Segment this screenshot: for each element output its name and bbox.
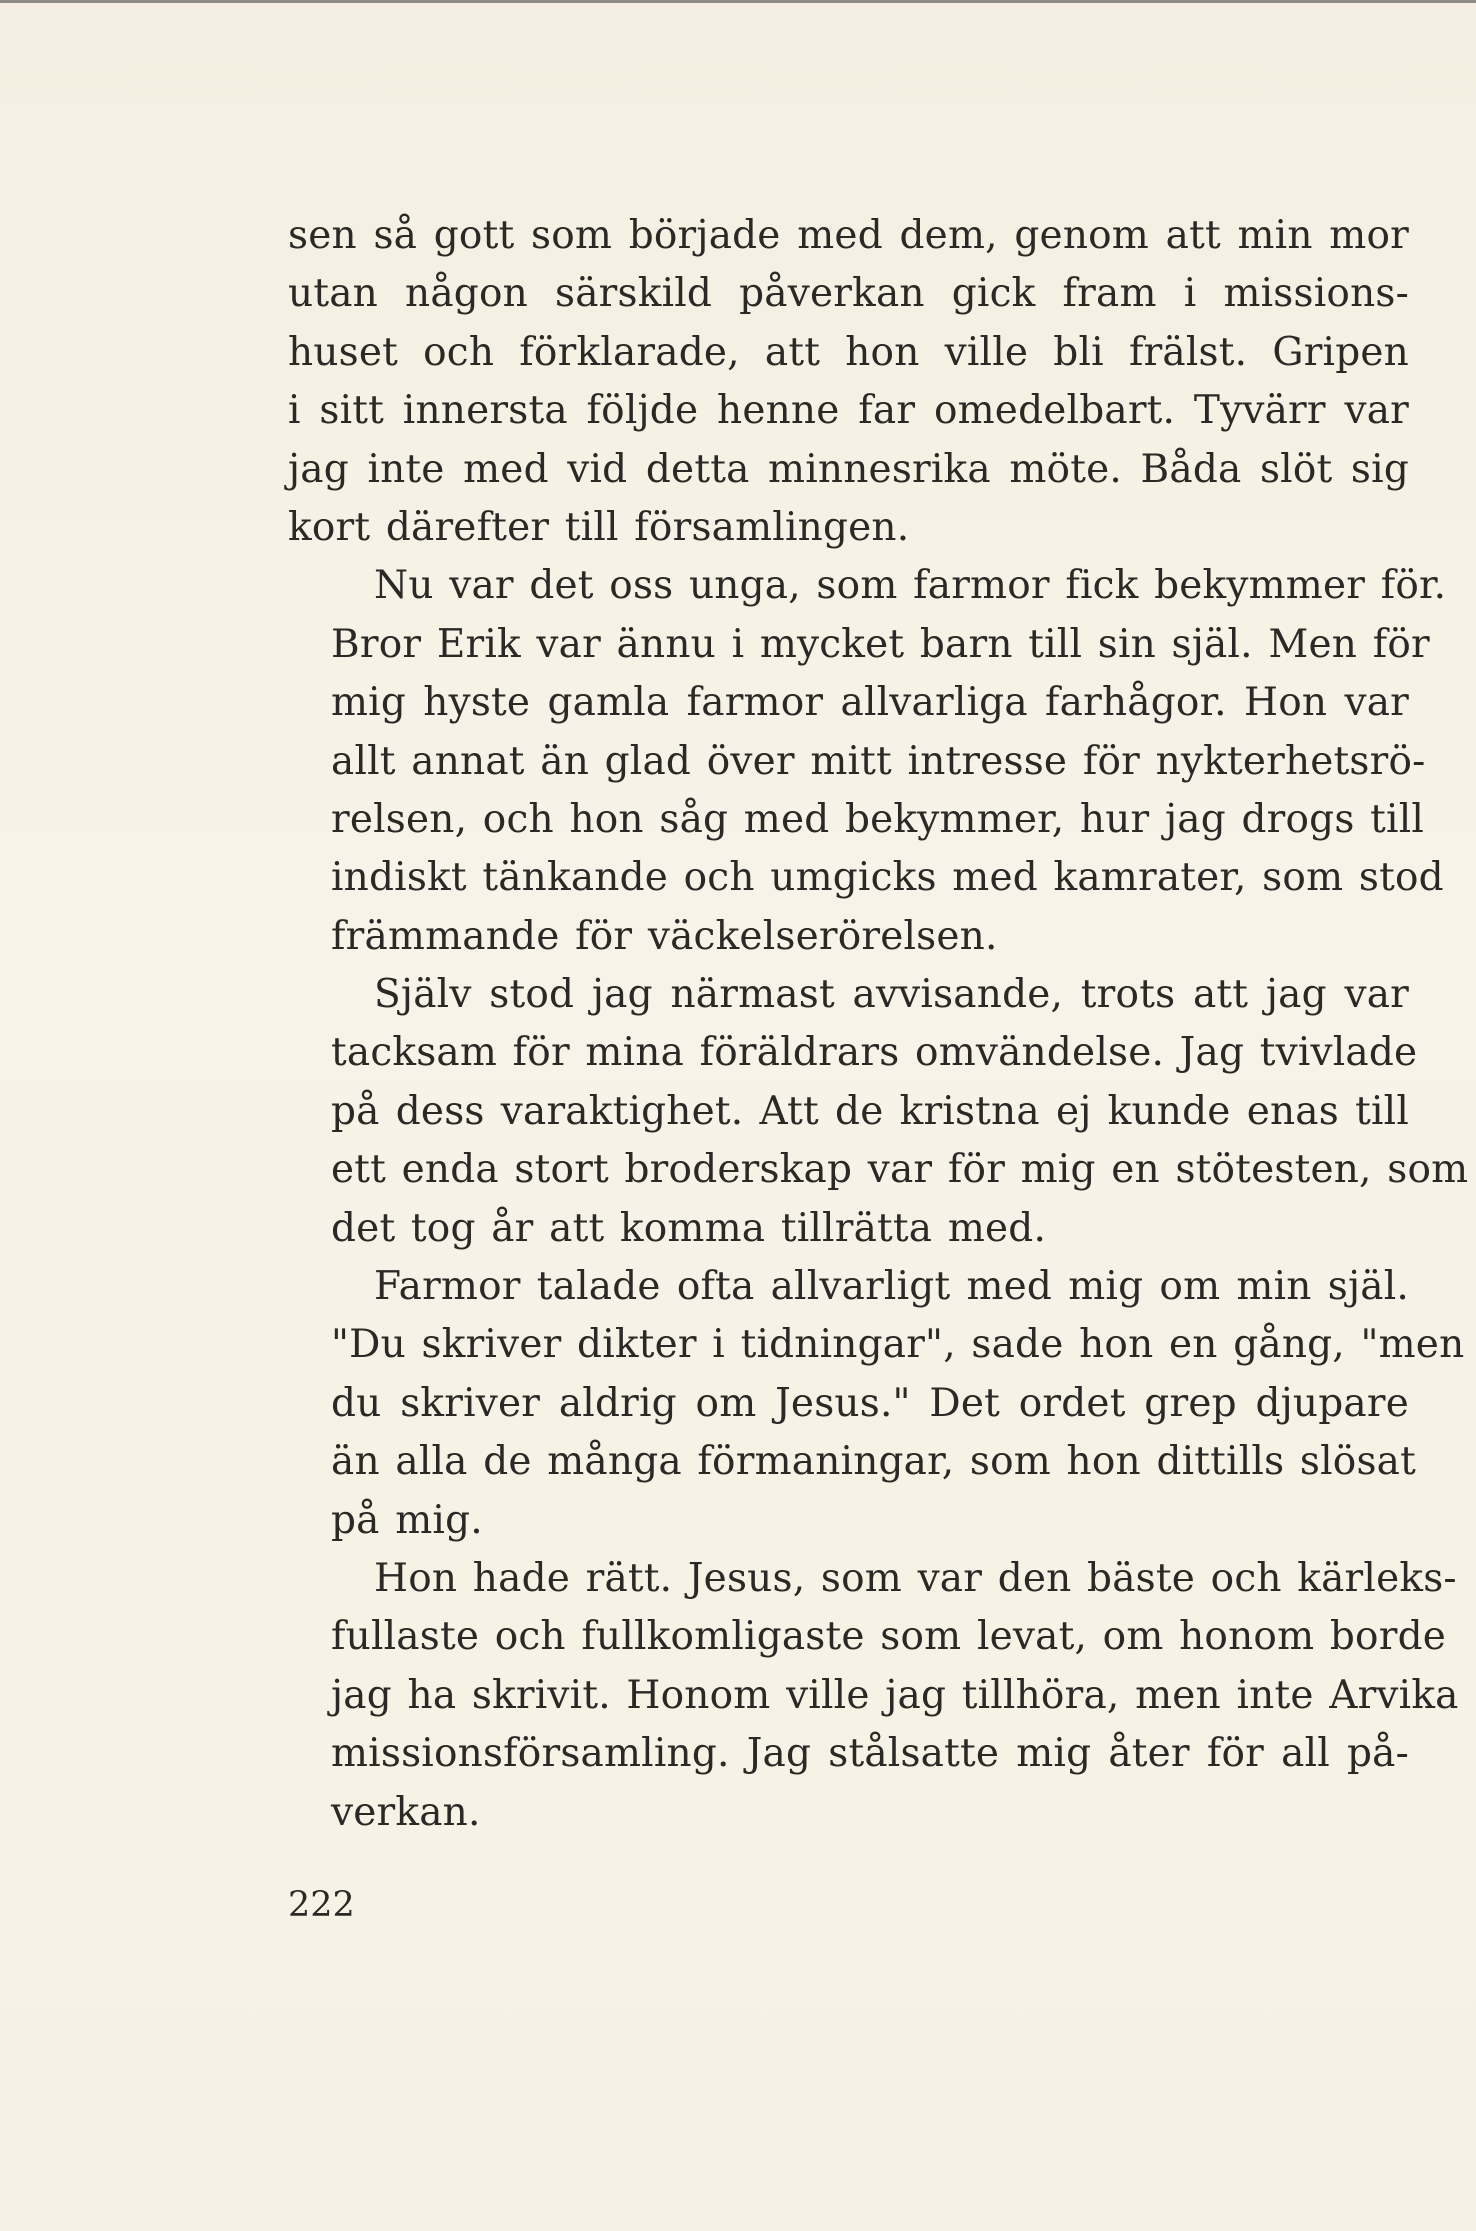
paragraph-4 [288, 1258, 1465, 1550]
text-line: relsen, och hon såg med bekymmer, hur jag drogs till [331, 796, 1425, 842]
text-line: på mig. [331, 1497, 483, 1543]
text-line: jag ha skrivit. Honom ville jag tillhöra, men inte Arvika [331, 1672, 1459, 1718]
text-line: Hon hade rätt. Jesus, som var den bäste och kärleks- [374, 1555, 1457, 1601]
text-line: utan någon särskild påverkan gick fram i missions- [288, 271, 1409, 317]
text-line: i sitt innersta följde henne far omedelbart. Tyvärr var [288, 388, 1409, 434]
text-line: kort därefter till församlingen. [288, 504, 910, 550]
text-line: främmande för väckelserörelsen. [331, 913, 998, 959]
text-line: Bror Erik var ännu i mycket barn till sin själ. Men för [331, 621, 1430, 667]
text-line: "Du skriver dikter i tidningar", sade hon en gång, "men [331, 1322, 1465, 1368]
text-line: tacksam för mina föräldrars omvändelse. Jag tvivlade [331, 1030, 1418, 1076]
paragraph-5 [288, 1550, 1459, 1842]
text-line: ett enda stort broderskap var för mig en stötesten, som [331, 1147, 1469, 1193]
paragraph-2 [288, 557, 1447, 966]
page-top-edge [0, 0, 1476, 3]
text-line: mig hyste gamla farmor allvarliga farhågor. Hon var [331, 680, 1409, 726]
text-line: Själv stod jag närmast avvisande, trots att jag var [374, 972, 1409, 1018]
text-line: fullaste och fullkomligaste som levat, om honom borde [331, 1614, 1447, 1660]
text-line: verkan. [331, 1789, 481, 1835]
text-line: jag inte med vid detta minnesrika möte. Båda slöt sig [288, 446, 1409, 492]
text-line: än alla de många förmaningar, som hon dittills slösat [331, 1439, 1416, 1485]
text-line: sen så gott som började med dem, genom att min mor [288, 213, 1409, 258]
body-text [288, 207, 1469, 1842]
paragraph-3 [288, 966, 1469, 1258]
text-line: allt annat än glad över mitt intresse för nykterhetsrö- [331, 738, 1426, 784]
text-line: det tog år att komma tillrätta med. [331, 1205, 1047, 1251]
text-line: du skriver aldrig om Jesus." Det ordet grep djupare [331, 1380, 1409, 1426]
page-number: 222 [288, 1885, 355, 1925]
text-line: Farmor talade ofta allvarligt med mig om min själ. [374, 1264, 1409, 1310]
paragraph-1 [288, 207, 1409, 557]
text-line: indiskt tänkande och umgicks med kamrater, som stod [331, 855, 1444, 901]
text-line: på dess varaktighet. Att de kristna ej kunde enas till [331, 1088, 1409, 1134]
text-line: Nu var det oss unga, som farmor fick bekymmer för. [374, 563, 1447, 609]
text-line: huset och förklarade, att hon ville bli frälst. Gripen [288, 329, 1409, 375]
text-line: missionsförsamling. Jag stålsatte mig åter för all på- [331, 1731, 1409, 1777]
